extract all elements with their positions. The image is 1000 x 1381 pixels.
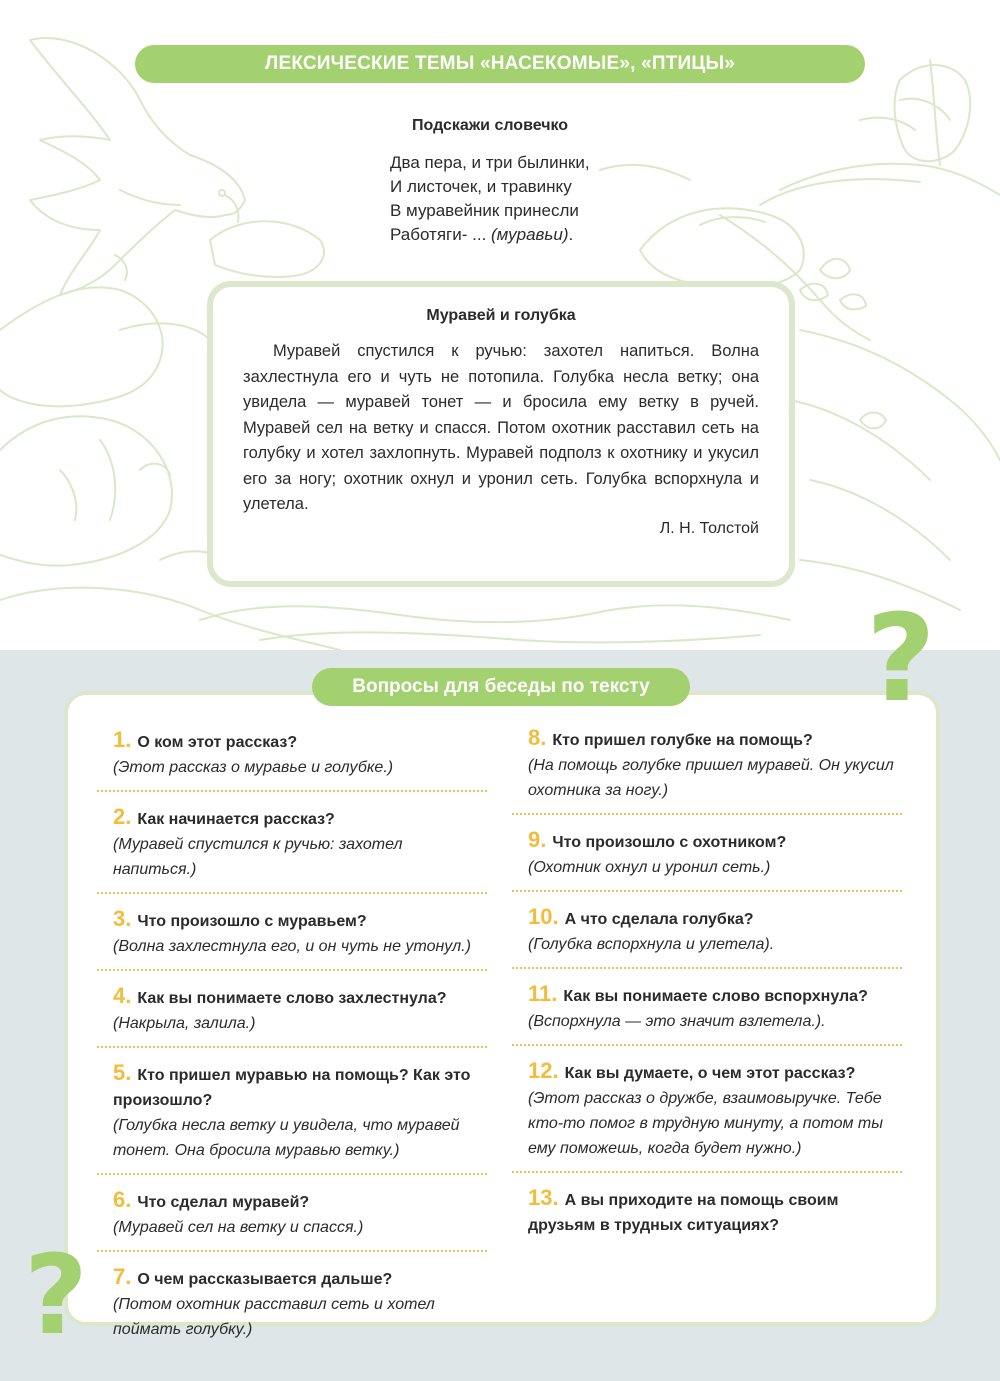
question-item [97,727,487,792]
question-item [97,1187,487,1252]
question-line [113,804,487,832]
question-line [113,1187,487,1215]
question-number: 12. [528,1058,559,1083]
question-item [97,906,487,971]
page-header-title: ЛЕКСИЧЕСКИЕ ТЕМЫ «НАСЕКОМЫЕ», «ПТИЦЫ» [264,53,736,74]
story-card [207,281,795,587]
question-text: Кто пришел голубке на помощь? [552,732,813,749]
question-text: Что сделал муравей? [137,1194,310,1211]
riddle-title: Подскажи словечко [412,117,569,134]
question-mark-icon: ? [24,1231,88,1359]
riddle-last-prefix: Работяги- ... [390,225,492,244]
question-line [113,983,487,1011]
question-text: Как вы понимаете слово захлестнула? [137,990,447,1007]
question-answer: (Потом охотник расставил сеть и хотел поймать голубку.) [113,1296,435,1338]
question-text: Как начинается рассказ? [137,811,335,828]
question-text: Как вы понимаете слово вспорхнула? [563,988,868,1005]
questions-column-right [512,725,902,1260]
question-item [97,1264,487,1352]
question-text: Что произошло с муравьем? [137,913,367,930]
question-answer: (Муравей спустился к ручью: захотел напиться.) [113,836,403,878]
question-text: А вы приходите на помощь своим друзьям в трудных ситуациях? [528,1192,839,1234]
riddle-block [390,117,720,247]
question-line [113,906,487,934]
question-line [528,725,902,753]
questions-column-left [97,727,487,1364]
question-text: Что произошло с охотником? [552,834,787,851]
question-item [512,1058,902,1173]
question-mark-icon: ? [866,590,936,729]
question-item [512,827,902,892]
question-answer: (Этот рассказ о дружбе, взаимовыручке. Тебе кто-то помог в трудную минуту, а потом ты ему поможешь, когда будет нужно.) [528,1090,884,1157]
question-number: 11. [528,981,558,1006]
riddle-line: В муравейник принесли [390,201,579,220]
question-answer: (Этот рассказ о муравье и голубке.) [113,759,394,776]
question-line [113,727,487,755]
question-answer: (Голубка вспорхнула и улетела). [528,936,775,953]
question-line [528,827,902,855]
story-text: Муравей спустился к ручью: захотел напиться. Волна захлестнула его и чуть не потопила. Голубка несла ветку; она увидела — муравей тонет — и бросила ему ветку в ручей. Муравей сел на ветку и спасся. Потом охотник расставил сеть на голубку и хотел захлопнуть. Муравей подполз к охотнику и укусил его за ногу; охотник охнул и уронил сеть. Голубка вспорхнула и улетела. [243,342,759,513]
question-number: 13. [528,1185,559,1210]
question-answer: (Муравей сел на ветку и спасся.) [113,1219,364,1236]
question-item [512,1185,902,1248]
question-number: 2. [113,804,132,829]
question-number: 3. [113,906,132,931]
question-line [113,1264,487,1292]
question-line [113,1060,487,1113]
question-line [528,904,902,932]
question-answer: (На помощь голубке пришел муравей. Он укусил охотника за ногу.) [528,757,894,799]
question-text: А что сделала голубка? [564,911,754,928]
question-number: 10. [528,904,559,929]
page-header-banner [135,45,865,83]
question-line [528,981,902,1009]
question-text: О ком этот рассказ? [137,734,298,751]
question-answer: (Накрыла, залила.) [113,1015,256,1032]
question-text: О чем рассказывается дальше? [137,1271,393,1288]
question-number: 8. [528,725,547,750]
question-item [512,904,902,969]
questions-section-title: Вопросы для беседы по тексту [352,676,650,697]
riddle-line: И листочек, и травинку [390,177,572,196]
question-number: 1. [113,727,132,752]
riddle-answer: (муравьи) [491,225,569,244]
question-number: 7. [113,1264,132,1289]
illustration-area [0,0,1000,650]
question-number: 9. [528,827,547,852]
question-item [512,725,902,815]
question-line [528,1185,902,1238]
question-answer: (Охотник охнул и уронил сеть.) [528,859,771,876]
question-answer: (Голубка несла ветку и увидела, что муравей тонет. Она бросила муравью ветку.) [113,1117,460,1159]
story-author: Л. Н. Толстой [659,519,759,537]
questions-banner [312,668,690,706]
story-title: Муравей и голубка [426,307,576,324]
question-text: Кто пришел муравью на помощь? Как это произошло? [113,1067,471,1109]
question-number: 4. [113,983,132,1008]
riddle-line-last [390,223,720,247]
question-number: 5. [113,1060,132,1085]
riddle-last-suffix: . [568,225,574,244]
question-item [512,981,902,1046]
question-line [528,1058,902,1086]
question-answer: (Вспорхнула — это значит взлетела.). [528,1013,826,1030]
question-answer: (Волна захлестнула его, и он чуть не утонул.) [113,938,471,955]
question-number: 6. [113,1187,132,1212]
question-item [97,983,487,1048]
question-item [97,1060,487,1175]
question-item [97,804,487,894]
riddle-line: Два пера, и три былинки, [390,153,590,172]
question-text: Как вы думаете, о чем этот рассказ? [564,1065,856,1082]
